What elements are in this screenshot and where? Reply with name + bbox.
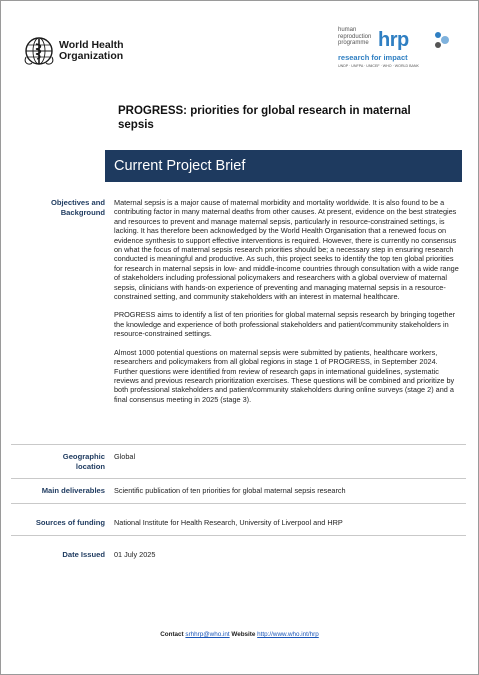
banner-text: Current Project Brief <box>114 158 246 174</box>
who-name-line2: Organization <box>59 50 124 62</box>
hrp-logo <box>338 27 458 79</box>
row-funding <box>11 518 466 536</box>
hrp-tagline: research for impact <box>338 53 408 62</box>
who-name <box>59 40 124 62</box>
hrp-small-line2: reproduction <box>338 33 372 40</box>
label-geographic <box>11 452 105 472</box>
label-objectives-line2: Background <box>60 208 105 217</box>
objectives-paragraph-2: PROGRESS aims to identify a list of ten priorities for global maternal sepsis research by bringing together the knowledge and experience of both professional stakeholders and patient/community stakeholders in resource-constrained settings. <box>114 310 456 339</box>
row-deliverables <box>11 486 466 504</box>
value-date-issued: 01 July 2025 <box>114 550 156 559</box>
footer-contact <box>1 631 478 638</box>
value-deliverables: Scientific publication of ten priorities for global maternal sepsis research <box>114 486 346 495</box>
label-date-issued: Date Issued <box>62 550 105 559</box>
label-geographic-line2: location <box>75 462 105 471</box>
label-objectives <box>11 198 105 218</box>
objectives-paragraph-1: Maternal sepsis is a major cause of maternal morbidity and mortality worldwide. It is also found to be a contributing factor in many maternal deaths from other causes. At present, evidence on the best strategies and resources to prevent and manage maternal sepsis, particularly in resource-constrained settings, is lacking. It has therefore been acknowledged by the World Health Organisation that a renewed focus on evidence synthesis to support effective interventions is required. However, there is currently no consensus on what the focus of maternal sepsis research priorities should be; a necessary step in ensuring research conducted is meaningful and productive. As such, this project seeks to identify the top ten global priorities for research in maternal sepsis in low- and middle-income countries through consultation with a wide range of stakeholders including professional policymakers and researchers with a global overview of maternal sepsis, clinicians with hands-on experience of preventing and managing maternal sepsis in a resource-constrained setting, and community stakeholders with an interest in maternal healthcare. <box>114 198 459 302</box>
hrp-wordmark: hrp <box>378 29 409 51</box>
document-title: PROGRESS: priorities for global research in maternal sepsis <box>118 105 411 131</box>
value-geographic: Global <box>114 452 136 461</box>
hrp-partners: UNDP · UNFPA · UNICEF · WHO · WORLD BANK <box>338 64 419 68</box>
hrp-programme-name <box>338 27 371 47</box>
website-link[interactable]: http://www.who.int/hrp <box>257 631 319 638</box>
label-funding: Sources of funding <box>35 518 105 527</box>
who-logo <box>23 35 124 67</box>
row-date <box>11 550 466 567</box>
value-objectives <box>114 198 463 404</box>
who-name-line1: World Health <box>59 39 124 51</box>
website-label: Website <box>231 631 256 638</box>
row-geographic <box>11 452 466 479</box>
value-funding: National Institute for Health Research, University of Liverpool and HRP <box>114 518 343 527</box>
contact-label: Contact <box>160 631 184 638</box>
hrp-dots-icon <box>430 31 452 53</box>
project-brief-banner <box>105 150 462 182</box>
row-objectives <box>11 196 466 445</box>
label-objectives-line1: Objectives and <box>50 198 105 207</box>
label-geographic-line1: Geographic <box>62 452 105 461</box>
objectives-paragraph-3: Almost 1000 potential questions on maternal sepsis were submitted by patients, healthcare workers, researchers and policymakers from all global regions in stage 1 of PROGRESS, in September 2024. Further questions were identified from review of research gaps in international guidelines, systematic reviews and previous research prioritization exercises. These questions will be combined and prioritize by both professional stakeholders and patient/community stakeholders during online surveys (stage 2) and a final consensus meeting in 2025 (stage 3). <box>114 347 455 404</box>
label-deliverables: Main deliverables <box>41 486 105 495</box>
hrp-small-line1: human <box>338 27 357 33</box>
contact-email-link[interactable]: srhhrp@who.int <box>185 631 230 638</box>
hrp-small-line3: programme <box>338 40 369 46</box>
who-emblem-icon <box>23 35 55 67</box>
